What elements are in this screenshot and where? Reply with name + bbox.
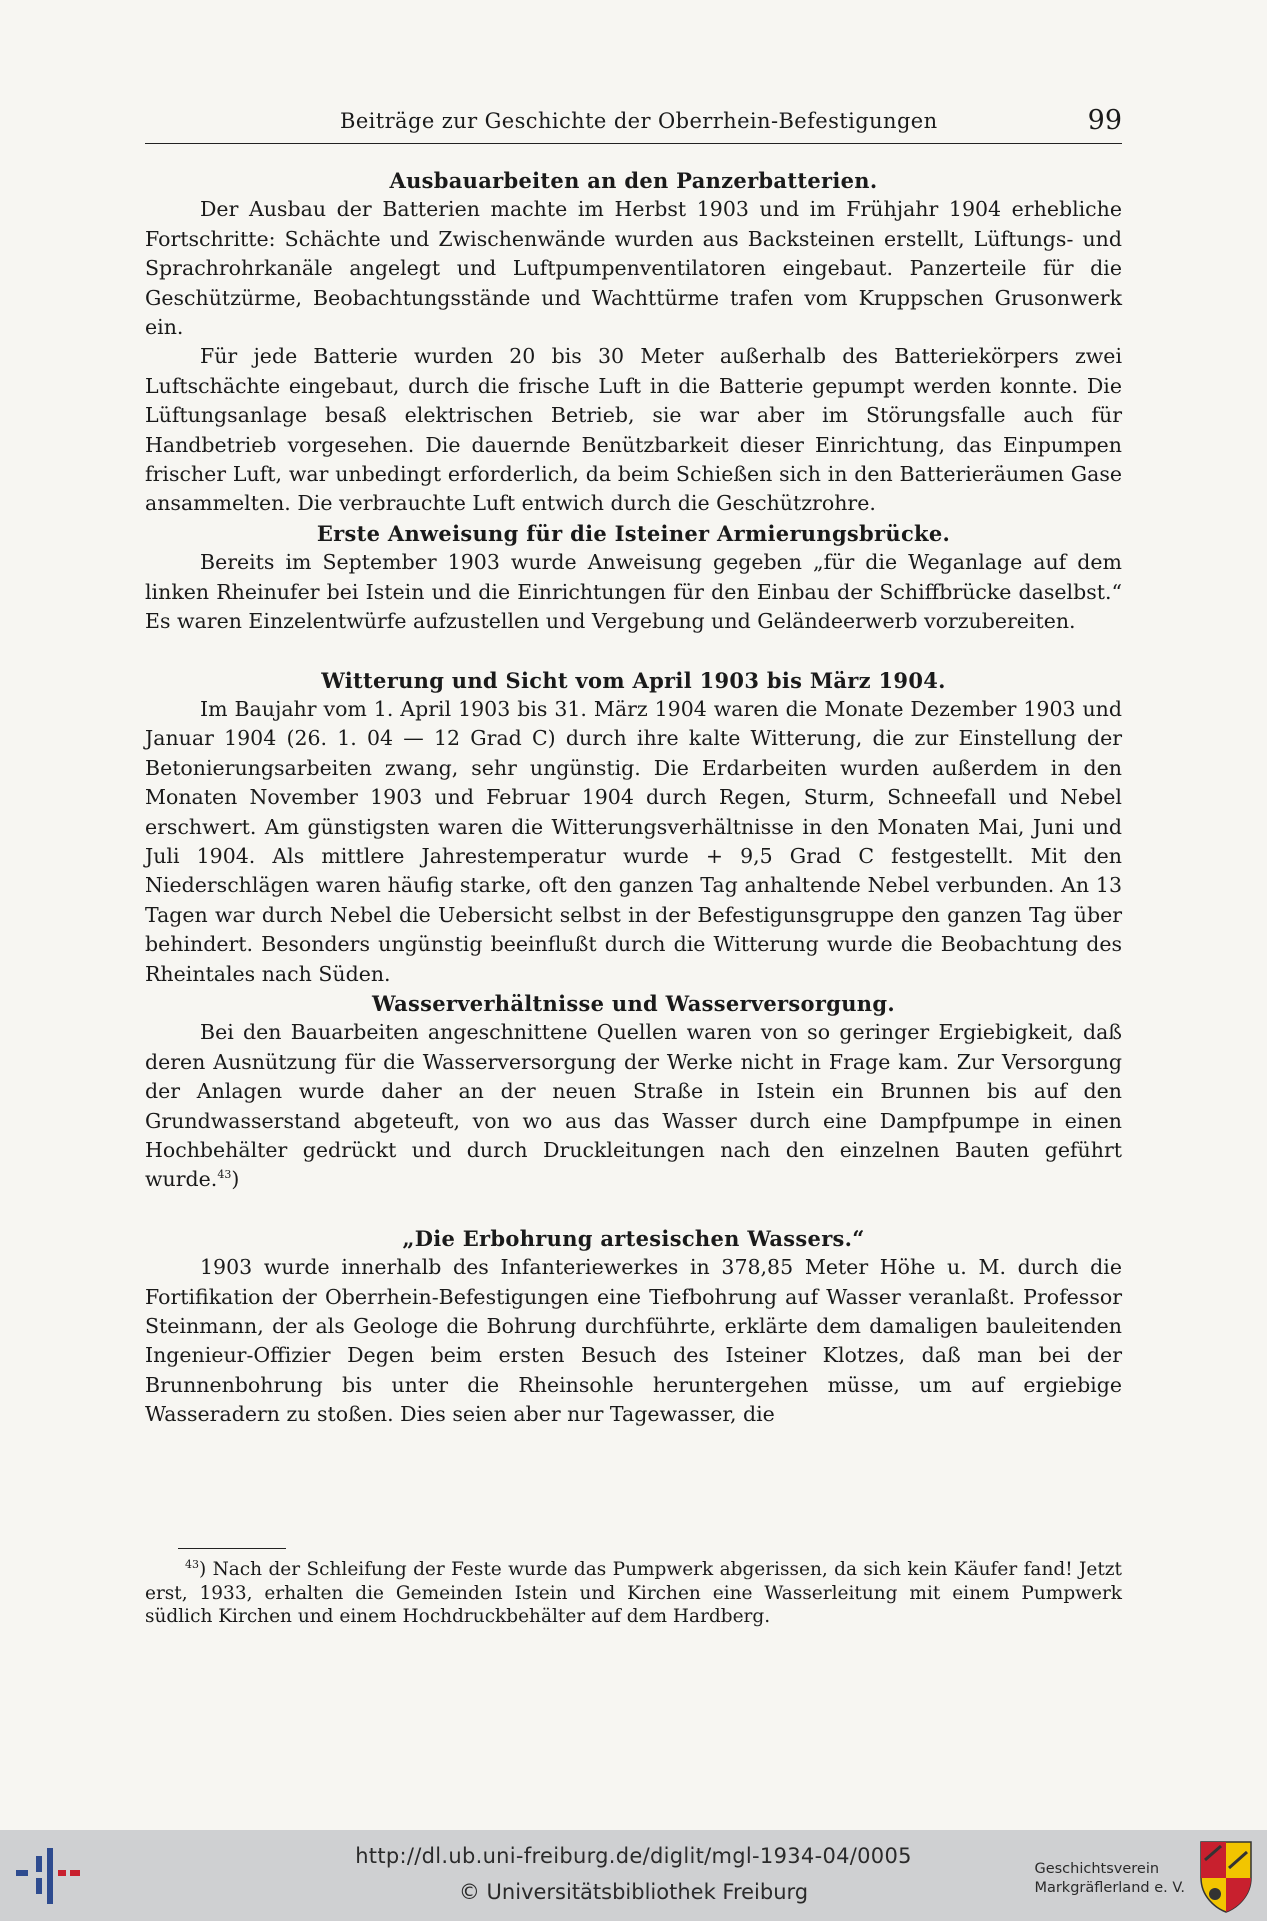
viewer-footer (0, 1830, 1267, 1921)
section-heading: Ausbauarbeiten an den Panzerbatterien. (389, 168, 878, 193)
spacer (145, 637, 1122, 666)
paragraph: 1903 wurde innerhalb des Infanteriewerkes in 378,85 Meter Höhe u. M. durch die Fortifikation der Oberrhein-Befestigungen eine Tiefbohrung auf Wasser veranlaßt. Professor Steinmann, der als Geologe die Bohrung durchführte, erklärte dem damaligen bauleitenden Ingenieur-Offizier Degen beim ersten Besuch des Isteiner Klotzes, daß man bei der Brunnenbohrung bis unter die Rheinsohle heruntergehen müsse, um auf ergiebige Wasseradern zu stoßen. Dies seien aber nur Tagewasser, die (145, 1255, 1122, 1427)
section-heading: Wasserverhältnisse und Wasserversorgung. (372, 990, 895, 1016)
main-text (145, 166, 1122, 1430)
section-heading: Witterung und Sicht vom April 1903 bis März 1904. (321, 667, 946, 693)
page-number: 99 (1087, 105, 1122, 136)
footnote-divider (178, 1548, 286, 1549)
section-heading: Erste Anweisung für die Isteiner Armierungsbrücke. (316, 520, 951, 546)
footnote-body (145, 1558, 1122, 1629)
footnote-marker-close: ) (199, 1559, 207, 1580)
footnote (145, 1558, 1122, 1629)
footnote-text: Nach der Schleifung der Feste wurde das Pumpwerk abgerissen, da sich kein Käufer fand! Jetzt erst, 1933, erhalten die Gemeinden Istein und Kirchen eine Wasserleitung mit einem Pumpwerk südlich Kirchen und einem Hochdruckbehälter auf dem Hardberg. (145, 1559, 1122, 1627)
section-heading: „Die Erbohrung artesischen Wassers.“ (402, 1225, 865, 1251)
footnote-reference-close: ) (231, 1167, 240, 1192)
spacer (145, 1195, 1122, 1224)
society-name-line: Geschichtsverein (1034, 1861, 1160, 1877)
paragraph: Der Ausbau der Batterien machte im Herbst 1903 und im Frühjahr 1904 erhebliche Fortschritte: Schächte und Zwischenwände wurden aus Backsteinen erstellt, Lüftungs- und Sprachrohrkanäle angelegt und Luftpumpenventilatoren eingebaut. Panzerteile für die Geschützürme, Beobachtungsstände und Wachttürme trafen vom Kruppschen Grusonwerk ein. (145, 197, 1122, 340)
running-title: Beiträge zur Geschichte der Oberrhein-Befestigungen (340, 109, 938, 133)
paragraph: Für jede Batterie wurden 20 bis 30 Meter außerhalb des Batteriekörpers zwei Luftschächte eingebaut, durch die frische Luft in die Batterie gepumpt werden konnte. Die Lüftungsanlage besaß elektrischen Betrieb, sie war aber im Störungsfalle auch für Handbetrieb vorgesehen. Die dauernde Benützbarkeit dieser Einrichtung, das Einpumpen frischer Luft, war unbedingt erforderlich, da beim Schießen sich in den Batterieräumen Gase ansammelten. Die verbrauchte Luft entwich durch die Geschützrohre. (145, 344, 1122, 516)
running-header (145, 105, 1122, 144)
paragraph (145, 1018, 1122, 1194)
society-name-line: Markgräflerland e. V. (1034, 1880, 1185, 1896)
permalink[interactable]: http://dl.ub.uni-freiburg.de/diglit/mgl-1934-04/0005 (355, 1844, 912, 1868)
paragraph: Im Baujahr vom 1. April 1903 bis 31. März 1904 waren die Monate Dezember 1903 und Januar 1904 (26. 1. 04 — 12 Grad C) durch ihre kalte Witterung, die zur Einstellung der Betonierungsarbeiten zwang, sehr ungünstig. Die Erdarbeiten wurden außerdem in den Monaten November 1903 und Februar 1904 durch Regen, Sturm, Schneefall und Nebel erschwert. Am günstigsten waren die Witterungsverhältnisse in den Monaten Mai, Juni und Juli 1904. Als mittlere Jahrestemperatur wurde + 9,5 Grad C festgestellt. Mit den Niederschlägen waren häufig starke, oft den ganzen Tag anhaltende Nebel verbunden. An 13 Tagen war durch Nebel die Uebersicht selbst in der Befestigunsgruppe den ganzen Tag über behindert. Besonders ungünstig beeinflußt durch die Witterung wurde die Beobachtung des Rheintales nach Süden. (145, 696, 1122, 986)
footnote-reference: 43 (217, 1168, 232, 1182)
coat-of-arms-icon (1197, 1838, 1255, 1914)
society-name (1034, 1860, 1185, 1898)
footnote-marker: 43 (185, 1557, 199, 1571)
copyright-notice: © Universitätsbibliothek Freiburg (458, 1880, 809, 1904)
paragraph: Bereits im September 1903 wurde Anweisung gegeben „für die Weganlage auf dem linken Rheinufer bei Istein und die Einrichtungen für den Einbau der Schiffbrücke daselbst.“ Es waren Einzelentwürfe aufzustellen und Vergebung und Geländeerwerb vorzubereiten. (145, 550, 1122, 634)
paragraph-text: Bei den Bauarbeiten angeschnittene Quellen waren von so geringer Ergiebigkeit, daß deren Ausnützung für die Wasserversorgung der Werke nicht in Frage kam. Zur Versorgung der Anlagen wurde daher an der neuen Straße in Istein ein Brunnen bis auf den Grundwasserstand abgeteuft, von wo aus das Wasser durch eine Dampfpumpe in einen Hochbehälter gedrückt und durch Druckleitungen nach den einzelnen Bauten geführt wurde. (145, 1020, 1122, 1192)
